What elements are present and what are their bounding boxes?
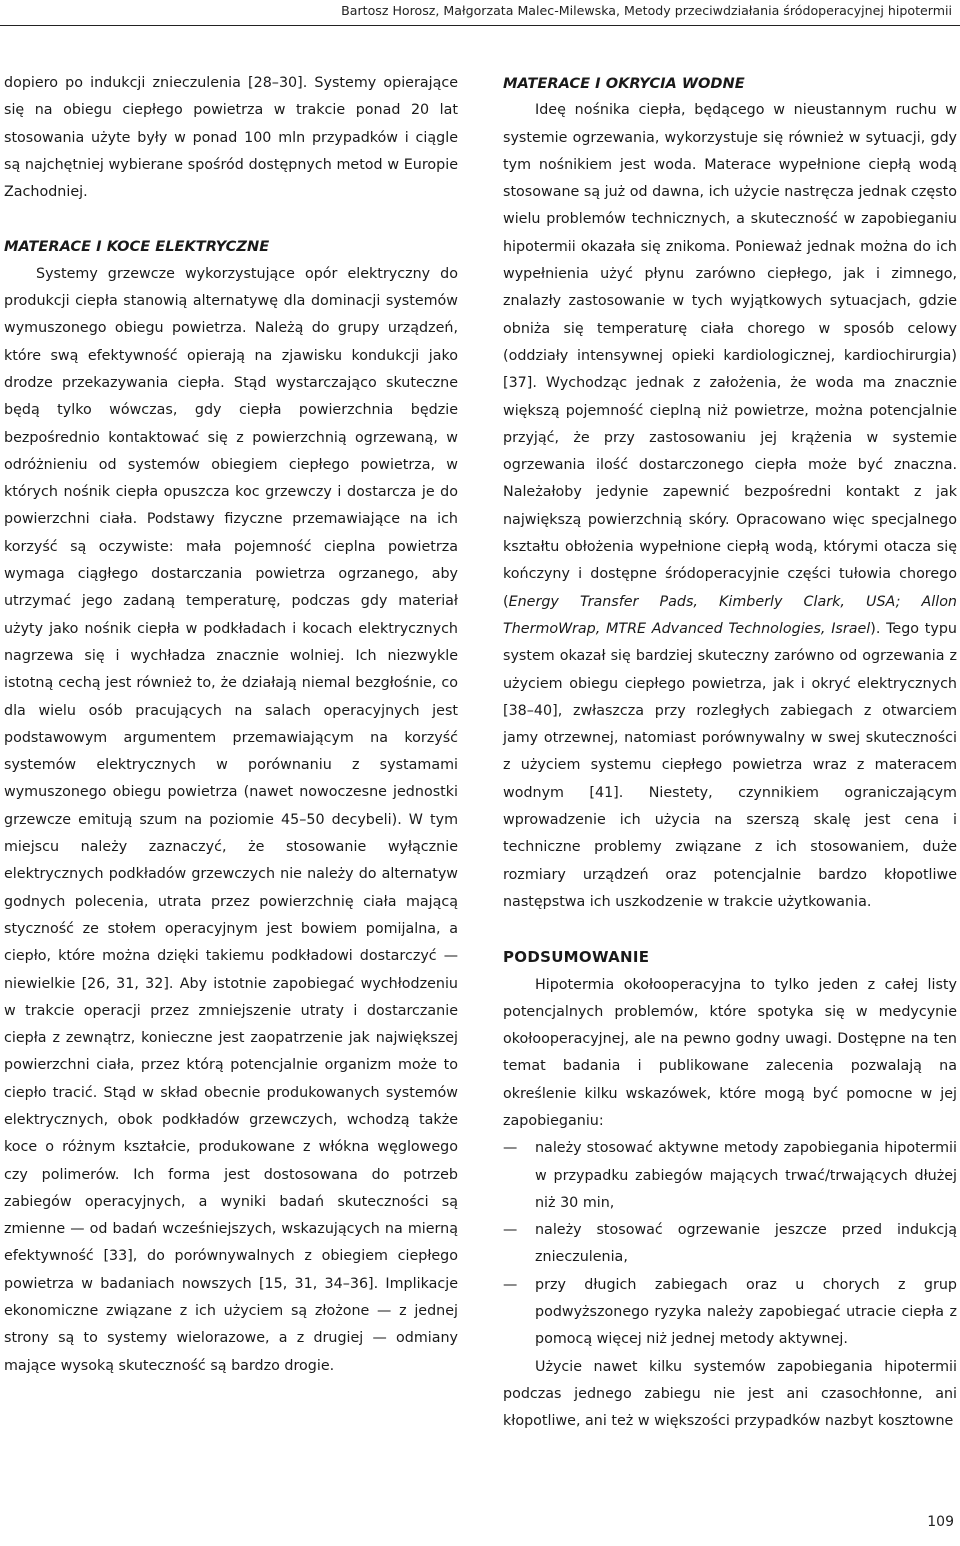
list-item-text: należy stosować ogrzewanie jeszcze przed indukcją znieczulenia,: [535, 1222, 957, 1266]
dash-bullet: —: [503, 1140, 518, 1157]
dash-bullet: —: [503, 1276, 518, 1293]
water-body-paragraph: [503, 97, 957, 916]
spacer: [503, 916, 957, 944]
summary-outro-paragraph: Użycie nawet kilku systemów zapobiegania hipotermii podczas jednego zabiegu nie jest ani czasochłonne, ani kłopotliwe, ani też w większości przypadków nazbyt kosztowne: [503, 1358, 957, 1430]
list-item: [503, 1272, 957, 1354]
dash-bullet: —: [503, 1222, 518, 1239]
list-item: [503, 1217, 957, 1272]
page-number: 109: [927, 1514, 954, 1530]
section-heading-electric: MATERACE I KOCE ELEKTRYCZNE: [4, 238, 270, 256]
section-heading-water: MATERACE I OKRYCIA WODNE: [503, 75, 745, 92]
list-item-text: przy długich zabiegach oraz u chorych z grup podwyższonego ryzyka należy zapobiegać utracie ciepła z pomocą więcej niż jednej metody aktywnej.: [535, 1276, 957, 1348]
water-products-italic: Energy Transfer Pads, Kimberly Clark, USA; Allon ThermoWrap, MTRE Advanced Technologies, Israel: [503, 593, 957, 637]
recommendations-list: [503, 1135, 957, 1353]
water-text-part-2: ). Tego typu system okazał się bardziej skuteczny zarówno od ogrzewania z użyciem obiegu ciepłego powietrza, jak i okryć elektrycznych [38–40], zwłaszcza przy rozległych zabiegach z otwarciem jamy otrzewnej, natomiast porównywalny w swej skuteczności z użyciem systemu ciepłego powietrza wraz z materacem wodnym [41]. Niestety, czynnikiem ograniczającym wprowadzenie ich użycia na szerszą skalę jest cena i techniczne problemy związane z ich stosowaniem, duże rozmiary urządzeń oraz potencjalnie bardzo kłopotliwe następstwa ich uszkodzenie w trakcie użytkowania.: [503, 620, 957, 910]
running-header: [0, 0, 960, 26]
summary-intro-paragraph: Hipotermia okołooperacyjna to tylko jeden z całej listy potencjalnych problemów, które spotyka się w medycynie okołooperacyjnej, ale na pewno godny uwagi. Dostępne na ten temat badania i publikowane zalecenia pozwalają na określenie kilku wskazówek, które mogą być pomocne w jej zapobieganiu:: [503, 976, 957, 1129]
left-column: [4, 70, 458, 1380]
section-heading-summary: PODSUMOWANIE: [503, 948, 650, 967]
left-intro-paragraph: dopiero po indukcji znieczulenia [28–30]. Systemy opierające się na obiegu ciepłego powietrza w trakcie ponad 20 lat stosowania użyte były w ponad 100 mln przypadków i ciągle są najchętniej wybierane spośród dostępnych metod w Europie Zachodniej.: [4, 75, 458, 201]
right-column: [503, 70, 957, 1436]
running-title: Bartosz Horosz, Małgorzata Malec-Milewska, Metody przeciwdziałania śródoperacyjnej hipotermii: [341, 3, 952, 18]
spacer: [4, 206, 458, 233]
list-item: [503, 1135, 957, 1217]
electric-body-paragraph: Systemy grzewcze wykorzystujące opór elektryczny do produkcji ciepła stanowią alternatywę dla dominacji systemów wymuszonego obiegu powietrza. Należą do grupy urządzeń, które swą efektywność opierają na zjawisku kondukcji jako drodze przekazywania ciepła. Stąd wystarczająco skuteczne będą tylko wówczas, gdy ciepła powierzchnia będzie bezpośrednio kontaktować się z powierzchnią ogrzewaną, w odróżnieniu od systemów obiegiem ciepłego powietrza, w których nośnik ciepła opuszcza koc grzewczy i dostarcza je do powierzchni ciała. Podstawy fizyczne przemawiające na ich korzyść są oczywiste: mała pojemność cieplna powietrza wymaga ciągłego dostarczania powietrza ogrzanego, aby utrzymać jego zadaną temperaturę, podczas gdy materiał użyty jako nośnik ciepła w podkładach i kocach elektrycznych nagrzewa się i wychładza znacznie wolniej. Ich niezwykle istotną cechą jest również to, że działają niemal bezgłośnie, co dla wielu osób pracujących na salach operacyjnych jest podstawowym argumentem przemawiającym na korzyść systemów elektrycznych w porównaniu z systamami wymuszonego obiegu powietrza (nawet nowoczesne jednostki grzewcze emitują szum na poziomie 45–50 decybeli). W tym miejscu należy zaznaczyć, że stosowanie wyłącznie elektrycznych podkładów grzewczych nie należy do alternatyw godnych polecenia, utrata przez powierzchnię ciała mającą styczność ze stołem operacyjnym jest bowiem pomijalna, a ciepło, które można dzięki takiemu podkładowi dostarczyć — niewielkie [26, 31, 32]. Aby istotnie zapobiegać wychłodzeniu w trakcie operacji przez zmniejszenie utraty i dostarczanie ciepła z zewnątrz, konieczne jest zaopatrzenie jak największej powierzchni ciała, przez którą potencjalnie organizm może to ciepło tracić. Stąd w skład obecnie produkowanych systemów elektrycznych, obok podkładów grzewczych, wchodzą także koce o różnym kształcie, produkowane z włókna węglowego czy polimerów. Ich forma jest dostosowana do potrzeb zabiegów operacyjnych, a wyniki badań skuteczności są zmienne — od badań wcześniejszych, wskazujących na mierną efektywność [33], do porównywalnych z obiegiem ciepłego powietrza w badaniach nowszych [15, 31, 34–36]. Implikacje ekonomiczne związane z ich użyciem są złożone — z jednej strony są to systemy wielorazowe, a z drugiej — odmiany mające wysoką skuteczność są bardzo drogie.: [4, 265, 458, 1374]
water-text-part-1: Ideę nośnika ciepła, będącego w nieustannym ruchu w systemie ogrzewania, wykorzystuje się również w sytuacji, gdy tym nośnikiem jest woda. Materace wypełnione ciepłą wodą stosowane są już od dawna, ich użycie nastręcza jednak często wielu problemów technicznych, a skuteczność w zapobieganiu hipotermii okazała się znikoma. Ponieważ jednak można do ich wypełnienia użyć płynu zarówno ciepłego, jak i zimnego, znalazły zastosowanie w tych wyjątkowych sytuacjach, gdzie obniża się temperaturę ciała chorego w sposób celowy (oddziały intensywnej opieki kardiologicznej, kardiochirurgia) [37]. Wychodząc jednak z założenia, że woda ma znacznie większą pojemność cieplną niż powietrze, można potencjalnie przyjąć, że przy zastosowaniu jej krążenia w systemie ogrzewania ilość dostarczonego ciepła może być znaczna. Należałoby jedynie zapewnić bezpośredni kontakt z jak największą powierzchnią skóry. Opracowano więc specjalnego kształtu obłożenia wypełnione ciepłą wodą, którymi otacza się kończyny i dostępne śródoperacyjnie części tułowia chorego (: [503, 102, 957, 610]
list-item-text: należy stosować aktywne metody zapobiegania hipotermii w przypadku zabiegów mających trwać/trwających dłużej niż 30 min,: [535, 1140, 957, 1211]
